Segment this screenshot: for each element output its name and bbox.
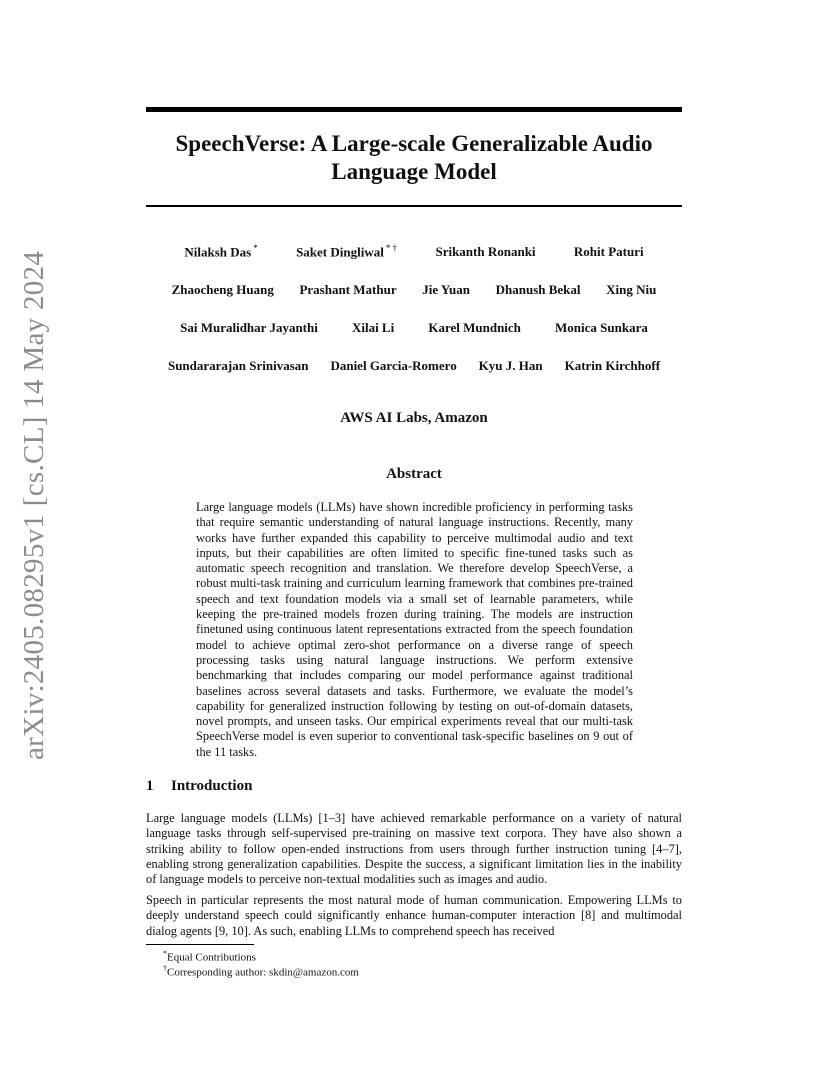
section-heading bbox=[146, 778, 252, 795]
author: Katrin Kirchhoff bbox=[564, 358, 661, 373]
title-bottom-rule bbox=[146, 205, 682, 207]
author: Xilai Li bbox=[351, 320, 395, 335]
footnote-rule bbox=[146, 944, 254, 945]
author: Jie Yuan bbox=[422, 282, 471, 297]
author: Monica Sunkara bbox=[555, 320, 648, 335]
footnote: †Corresponding author: skdin@amazon.com bbox=[163, 964, 359, 979]
affiliation: AWS AI Labs, Amazon bbox=[340, 410, 488, 426]
author: Srikanth Ronanki bbox=[435, 244, 536, 260]
title-top-rule bbox=[146, 107, 682, 112]
author: Kyu J. Han bbox=[478, 358, 543, 373]
section-title: Introduction bbox=[171, 778, 253, 794]
abstract-heading: Abstract bbox=[386, 466, 442, 482]
author: Prashant Mathur bbox=[299, 282, 397, 297]
author: Zhaocheng Huang bbox=[171, 282, 274, 297]
author: Daniel Garcia-Romero bbox=[330, 358, 457, 373]
author: Sundararajan Srinivasan bbox=[167, 358, 309, 373]
author-row-2 bbox=[146, 282, 682, 298]
intro-paragraph: Large language models (LLMs) [1–3] have achieved remarkable performance on a variety of natural language tasks through self-supervised pre-training on massive text corpora. They have also shown a striking ability to follow open-ended instructions from users through further instruction tuning [4–7], enabling strong generalization capabilities. Despite the success, a significant limitation lies in the inability of language models to perceive non-textual modalities such as images and audio. bbox=[146, 811, 682, 887]
author-row-1 bbox=[146, 243, 682, 260]
paper-title: SpeechVerse: A Large-scale Generalizable Audio Language Model bbox=[175, 131, 653, 184]
author: Karel Mundnich bbox=[428, 320, 521, 335]
author: Dhanush Bekal bbox=[495, 282, 581, 297]
intro-paragraph: Speech in particular represents the most natural mode of human communication. Empowering LLMs to deeply understand speech could significantly enhance human-computer interaction [8] and multimodal dialog agents [9, 10]. As such, enabling LLMs to comprehend speech has received bbox=[146, 893, 682, 938]
author-row-4 bbox=[146, 358, 682, 374]
author: Sai Muralidhar Jayanthi bbox=[180, 320, 318, 335]
footnote: *Equal Contributions bbox=[163, 949, 256, 964]
author: Xing Niu bbox=[606, 282, 657, 297]
author: Nilaksh Das * bbox=[184, 243, 258, 260]
author: Saket Dingliwal * † bbox=[296, 243, 398, 260]
abstract-text: Large language models (LLMs) have shown incredible proficiency in performing tasks that require semantic understanding of natural language instructions. Recently, many works have further expanded this capability to perceive multimodal audio and text inputs, but their capabilities are often limited to specific fine-tuned tasks such as automatic speech recognition and translation. We therefore develop SpeechVerse, a robust multi-task training and curriculum learning framework that combines pre-trained speech and text foundation models via a small set of learnable parameters, while keeping the pre-trained models frozen during training. The models are instruction finetuned using continuous latent representations extracted from the speech foundation model to achieve optimal zero-shot performance on a diverse range of speech processing tasks using natural language instructions. We perform extensive benchmarking that includes comparing our model performance against traditional baselines across several datasets and tasks. Furthermore, we evaluate the model’s capability for generalized instruction following by testing on out-of-domain datasets, novel prompts, and unseen tasks. Our empirical experiments reveal that our multi-task SpeechVerse model is even superior to conventional task-specific baselines on 9 out of the 11 tasks. bbox=[196, 500, 633, 759]
arxiv-identifier: arXiv:2405.08295v1 [cs.CL] 14 May 2024 bbox=[18, 250, 50, 760]
section-number: 1 bbox=[146, 778, 154, 794]
author-row-3 bbox=[146, 320, 682, 336]
author: Rohit Paturi bbox=[573, 244, 644, 260]
